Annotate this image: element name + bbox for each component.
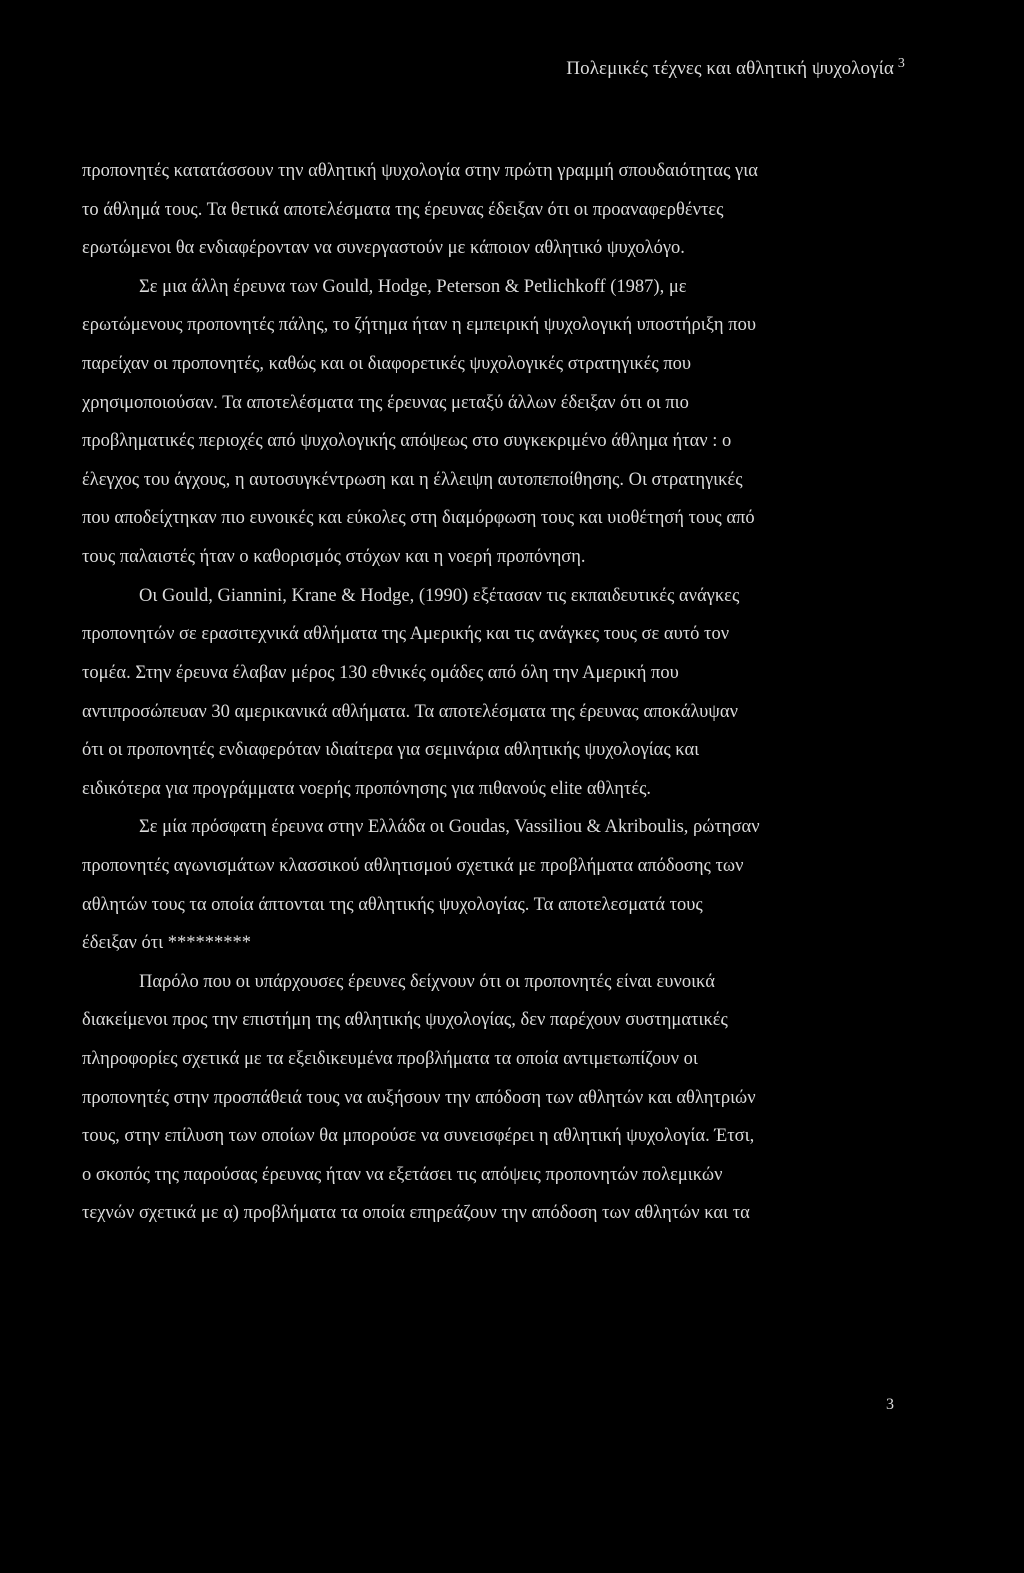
text-line: τομέα. Στην έρευνα έλαβαν μέρος 130 εθνικές ομάδες από όλη την Αμερική που [82, 662, 679, 683]
text-line: προπονητές αγωνισμάτων κλασσικού αθλητισμού σχετικά με προβλήματα απόδοσης των [82, 855, 744, 876]
text-line: Παρόλο που οι υπάρχουσες έρευνες δείχνουν ότι οι προπονητές είναι ευνοικά [139, 971, 715, 992]
text-line: διακείμενοι προς την επιστήμη της αθλητικής ψυχολογίας, δεν παρέχουν συστηματικές [82, 1010, 728, 1031]
running-title: Πολεμικές τέχνες και αθλητική ψυχολογία [566, 58, 894, 79]
text-line: Σε μια άλλη έρευνα των Gould, Hodge, Peterson & Petlichkoff (1987), με [139, 276, 687, 297]
text-line: το άθλημά τους. Τα θετικά αποτελέσματα της έρευνας έδειξαν ότι οι προαναφερθέντες [82, 199, 724, 220]
text-line: πληροφορίες σχετικά με τα εξειδικευμένα προβλήματα τα οποία αντιμετωπίζουν οι [82, 1049, 698, 1070]
text-line: αθλητών τους τα οποία άπτονται της αθλητικής ψυχολογίας. Τα αποτελεσματά τους [82, 894, 703, 915]
text-line: που αποδείχτηκαν πιο ευνοικές και εύκολες στη διαμόρφωση τους και υιοθέτησή τους από [82, 508, 755, 529]
text-line: παρείχαν οι προπονητές, καθώς και οι διαφορετικές ψυχολογικές στρατηγικές που [82, 354, 692, 375]
text-line: ερωτώμενους προπονητές πάλης, το ζήτημα ήταν η εμπειρική ψυχολογική υποστήριξη που [82, 315, 756, 336]
paragraph [82, 813, 912, 967]
text-line: τους, στην επίλυση των οποίων θα μπορούσε να συνεισφέρει η αθλητική ψυχολογία. Έτσι, [82, 1126, 755, 1147]
text-line: έδειξαν ότι ********* [82, 933, 252, 954]
text-line: προπονητές στην προσπάθειά τους να αυξήσουν την απόδοση των αθλητών και αθλητριών [82, 1087, 756, 1108]
text-line: Σε μία πρόσφατη έρευνα στην Ελλάδα οι Goudas, Vassiliou & Akriboulis, ρώτησαν [139, 817, 760, 838]
text-line: προβληματικές περιοχές από ψυχολογικής απόψεως στο συγκεκριμένο άθλημα ήταν : ο [82, 431, 732, 452]
text-line: έλεγχος του άγχους, η αυτοσυγκέντρωση και η έλλειψη αυτοπεποίθησης. Οι στρατηγικές [82, 469, 743, 490]
body-text [82, 157, 912, 1238]
paragraph [82, 157, 912, 273]
text-line: ερωτώμενοι θα ενδιαφέρονταν να συνεργαστούν με κάποιον αθλητικό ψυχολόγο. [82, 238, 685, 259]
paragraph [82, 273, 912, 582]
text-line: χρησιμοποιούσαν. Τα αποτελέσματα της έρευνας μεταξύ άλλων έδειξαν ότι οι πιο [82, 392, 689, 413]
text-line: τους παλαιστές ήταν ο καθορισμός στόχων και η νοερή προπόνηση. [82, 547, 586, 568]
text-line: προπονητές κατατάσσουν την αθλητική ψυχολογία στην πρώτη γραμμή σπουδαιότητας για [82, 161, 758, 181]
running-header [566, 58, 905, 80]
paragraph [82, 582, 912, 814]
text-line: Οι Gould, Giannini, Krane & Hodge, (1990) εξέτασαν τις εκπαιδευτικές ανάγκες [139, 585, 740, 606]
text-line: ότι οι προπονητές ενδιαφερόταν ιδιαίτερα για σεμινάρια αθλητικής ψυχολογίας και [82, 740, 700, 761]
header-page-ref: 3 [897, 56, 905, 71]
text-line: αντιπροσώπευαν 30 αμερικανικά αθλήματα. Τα αποτελέσματα της έρευνας αποκάλυψαν [82, 701, 738, 722]
paragraph [82, 968, 912, 1238]
text-line: ο σκοπός της παρούσας έρευνας ήταν να εξετάσει τις απόψεις προπονητών πολεμικών [82, 1164, 723, 1185]
text-line: προπονητών σε ερασιτεχνικά αθλήματα της Αμερικής και τις ανάγκες τους σε αυτό τον [82, 624, 730, 645]
page-number: 3 [886, 1396, 894, 1413]
text-line: τεχνών σχετικά με α) προβλήματα τα οποία επηρεάζουν την απόδοση των αθλητών και τα [82, 1203, 750, 1224]
text-line: ειδικότερα για προγράμματα νοερής προπόνησης για πιθανούς elite αθλητές. [82, 778, 652, 799]
